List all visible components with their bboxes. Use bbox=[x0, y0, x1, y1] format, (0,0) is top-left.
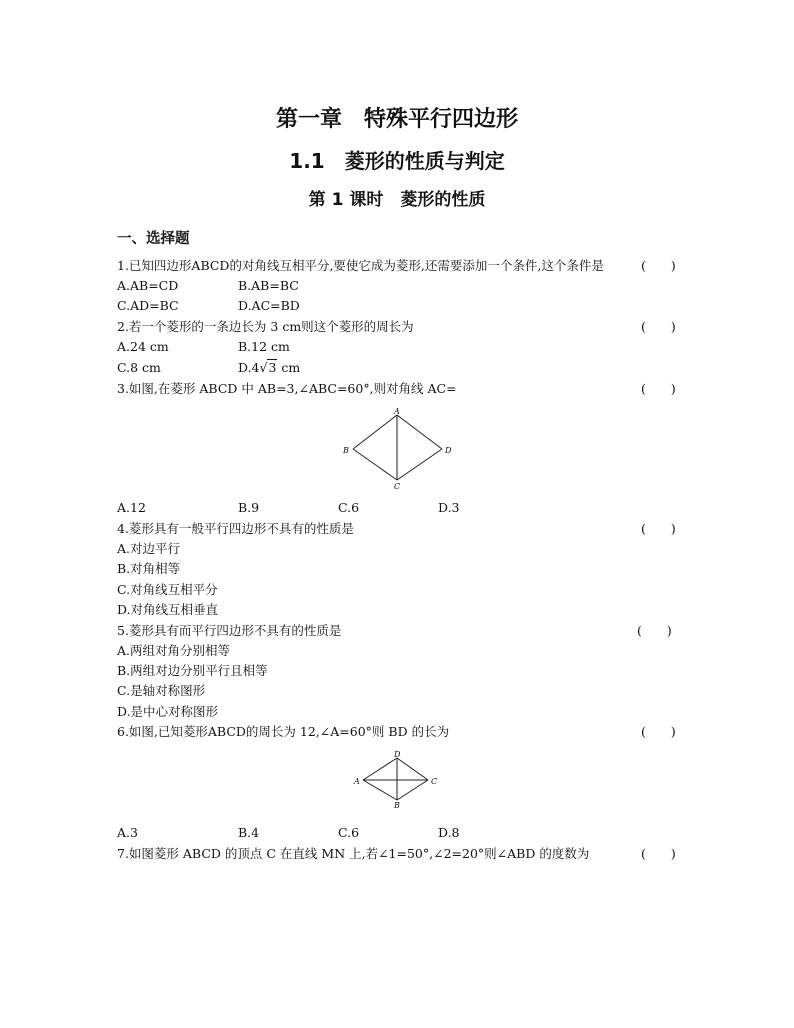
answer-paren: ( ) bbox=[641, 724, 676, 739]
edge-da bbox=[363, 758, 397, 780]
edge-cd bbox=[397, 449, 442, 480]
option-a: A.对边平行 bbox=[117, 541, 181, 556]
section-title: 1.1 菱形的性质与判定 bbox=[289, 149, 505, 173]
vertex-label: A bbox=[354, 777, 360, 786]
question-3-stem: 3.如图,在菱形 ABCD 中 AB=3,∠ABC=60°,则对角线 AC= bbox=[117, 381, 457, 396]
option-d: D.是中心对称图形 bbox=[117, 704, 219, 719]
question-6-stem: 6.如图,已知菱形ABCD的周长为 12,∠A=60°则 BD 的长为 bbox=[117, 724, 450, 739]
vertex-label: B bbox=[343, 446, 349, 455]
edge-ab bbox=[363, 780, 397, 800]
question-2-stem: 2.若一个菱形的一条边长为 3 cm则这个菱形的周长为 bbox=[117, 319, 414, 334]
option-b: B.9 bbox=[238, 500, 260, 515]
option-b: B.AB=BC bbox=[238, 278, 299, 293]
sqrt-radicand: 3 bbox=[268, 360, 277, 375]
vertex-label: A bbox=[394, 407, 400, 416]
option-a: A.12 bbox=[117, 500, 146, 515]
option-c: C.对角线互相平分 bbox=[117, 582, 218, 597]
edge-da bbox=[397, 415, 442, 449]
answer-paren: ( ) bbox=[641, 846, 676, 861]
option-b: B.12 cm bbox=[238, 339, 290, 354]
answer-paren: ( ) bbox=[641, 521, 676, 536]
option-d: D.AC=BD bbox=[238, 298, 300, 313]
vertex-label: C bbox=[431, 777, 438, 786]
option-d: D.8 bbox=[438, 825, 460, 840]
option-c: C.8 cm bbox=[117, 360, 161, 375]
rhombus-figure-q3 bbox=[335, 405, 460, 493]
edge-bc bbox=[397, 780, 428, 800]
answer-paren: ( ) bbox=[637, 623, 672, 638]
option-d: D.3 bbox=[438, 500, 460, 515]
option-d-prefix: D.4 bbox=[238, 360, 260, 375]
rhombus-figure-q6 bbox=[350, 748, 442, 810]
chapter-title: 第一章 特殊平行四边形 bbox=[275, 107, 518, 132]
answer-paren: ( ) bbox=[641, 319, 676, 334]
option-b: B.4 bbox=[238, 825, 260, 840]
question-4-stem: 4.菱形具有一般平行四边形不具有的性质是 bbox=[117, 521, 354, 536]
option-a: A.AB=CD bbox=[117, 278, 179, 293]
part-heading: 一、选择题 bbox=[117, 231, 190, 247]
sqrt-symbol: √3 bbox=[259, 360, 277, 375]
edge-bc bbox=[353, 449, 397, 480]
option-d bbox=[238, 360, 300, 376]
option-c: C.是轴对称图形 bbox=[117, 683, 206, 698]
option-b: B.两组对边分别平行且相等 bbox=[117, 663, 268, 678]
edge-ab bbox=[353, 415, 397, 449]
lesson-title: 第 1 课时 菱形的性质 bbox=[308, 190, 486, 210]
option-a: A.24 cm bbox=[117, 339, 169, 354]
option-d: D.对角线互相垂直 bbox=[117, 602, 219, 617]
option-c: C.6 bbox=[338, 500, 360, 515]
question-7-stem: 7.如图菱形 ABCD 的顶点 C 在直线 MN 上,若∠1=50°,∠2=20°则∠ABD 的度数为 bbox=[117, 846, 590, 861]
answer-paren: ( ) bbox=[641, 258, 676, 273]
option-a: A.3 bbox=[117, 825, 138, 840]
vertex-label: B bbox=[394, 801, 400, 810]
vertex-label: D bbox=[394, 750, 401, 759]
option-d-unit: cm bbox=[281, 360, 301, 375]
option-c: C.AD=BC bbox=[117, 298, 179, 313]
question-1-stem: 1.已知四边形ABCD的对角线互相平分,要使它成为菱形,还需要添加一个条件,这个条件是 bbox=[117, 258, 604, 273]
vertex-label: D bbox=[445, 446, 452, 455]
answer-paren: ( ) bbox=[641, 381, 676, 396]
option-a: A.两组对角分别相等 bbox=[117, 643, 231, 658]
option-c: C.6 bbox=[338, 825, 360, 840]
edge-cd bbox=[397, 758, 428, 780]
question-5-stem: 5.菱形具有而平行四边形不具有的性质是 bbox=[117, 623, 342, 638]
option-b: B.对角相等 bbox=[117, 561, 181, 576]
vertex-label: C bbox=[394, 482, 401, 491]
